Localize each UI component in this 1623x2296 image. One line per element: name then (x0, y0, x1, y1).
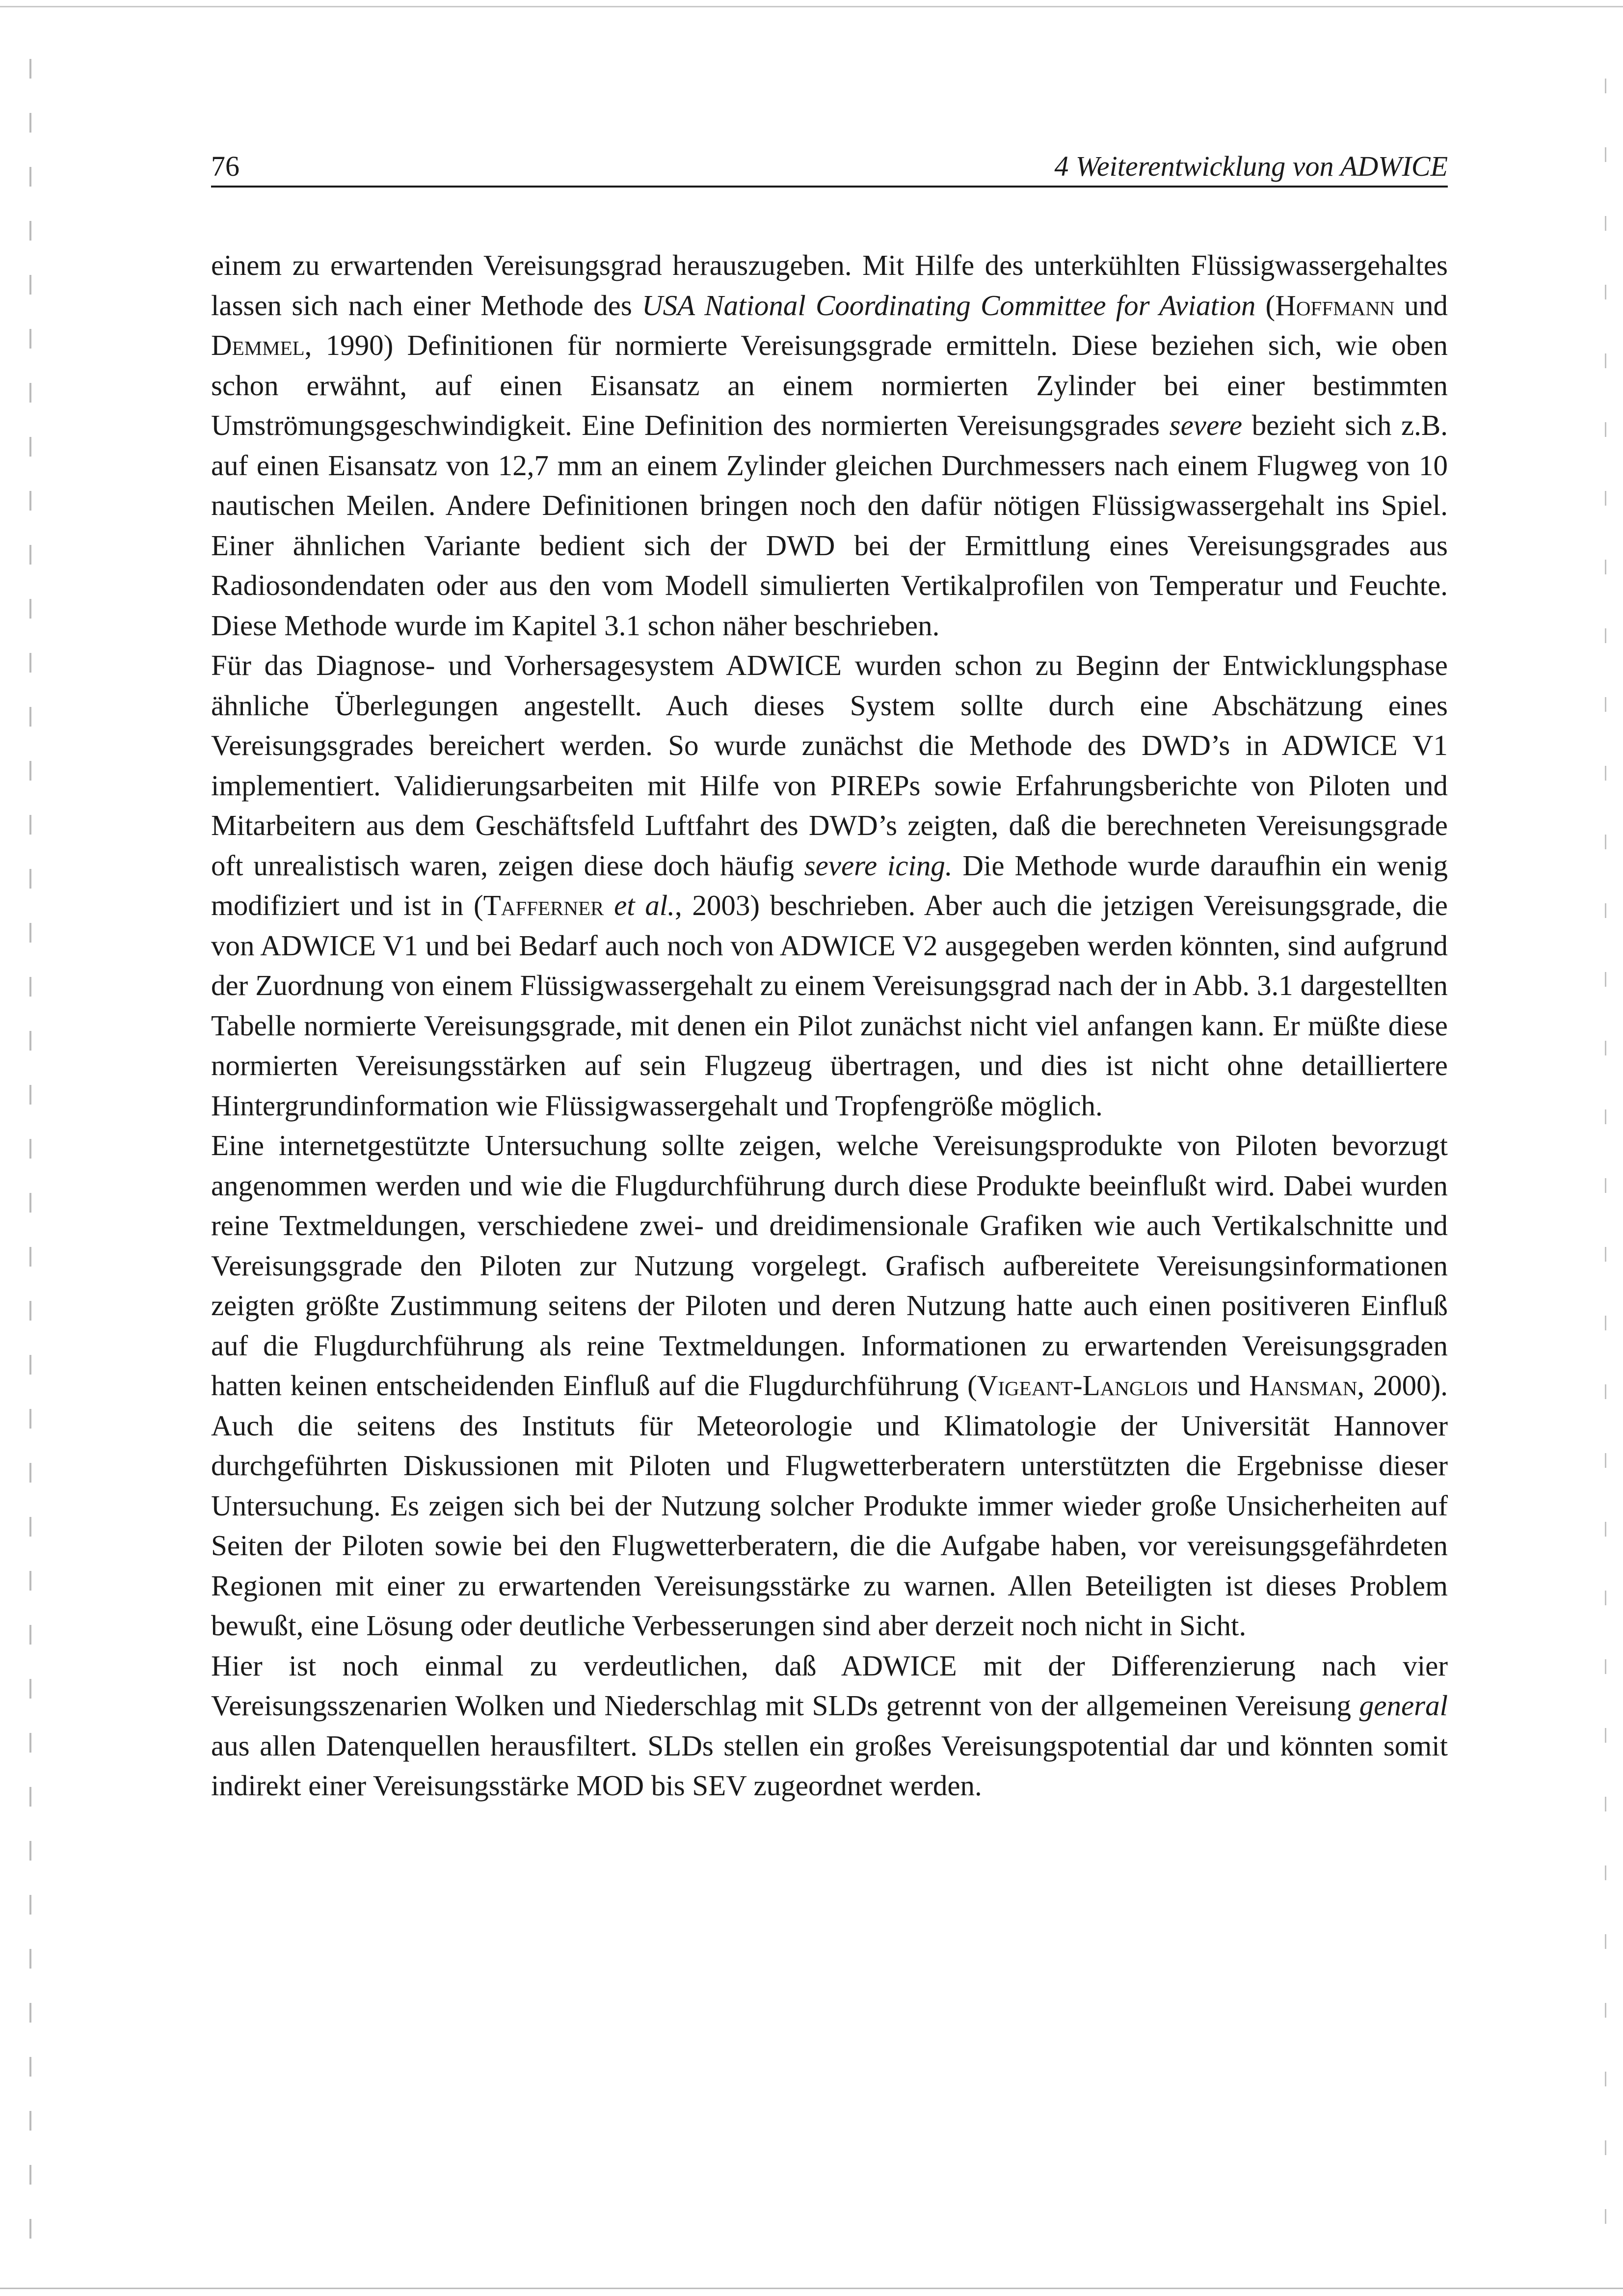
author-name: Tafferner (483, 889, 604, 921)
author-name: Hansman (1249, 1369, 1357, 1402)
text-run: , 2003) beschrieben. Aber auch die jetzigen Vereisungsgrade, die von ADWICE V1 und bei Bedarf auch noch von ADWICE V2 ausgegeben werden könnten, sind aufgrund der Zuordnung von einem Flüssigwassergehalt zu einem Vereisungsgrad nach der in Abb. 3.1 dargestellten Tabelle normierte Vereisungsgrade, mit denen ein Pilot zunächst nicht viel anfangen kann. Er müßte diese normierten Vereisungsstärken auf sein Flugzeug übertragen, und dies ist nicht ohne detailliertere Hintergrundinformation wie Flüssigwassergehalt und Tropfengröße möglich. (211, 889, 1448, 1122)
italic-text: severe icing. (804, 849, 953, 882)
page-header (211, 145, 1448, 188)
text-run: und (1188, 1369, 1250, 1402)
text-run: bezieht sich z.B. auf einen Eisansatz von 12,7 mm an einem Zylinder gleichen Durchmessers nach einem Flugweg von 10 nautischen Meilen. Andere Definitionen bringen noch den dafür nötigen Flüssigwassergehalt ins Spiel. Einer ähnlichen Variante bedient sich der DWD bei der Ermittlung eines Vereisungsgrades aus Radiosondendaten oder aus den vom Modell simulierten Vertikalprofilen von Temperatur und Feuchte. Diese Methode wurde im Kapitel 3.1 schon näher beschrieben. (211, 409, 1448, 642)
text-run: Eine internetgestützte Untersuchung sollte zeigen, welche Vereisungsprodukte von Piloten bevorzugt angenommen werden und wie die Flugdurchführung durch diese Produkte beeinflußt wird. Dabei wurden reine Textmeldungen, verschiedene zwei- und dreidimensionale Grafiken wie auch Vertikalschnitte und Vereisungsgrade den Piloten zur Nutzung vorgelegt. Grafisch aufbereitete Vereisungsinformationen zeigten größte Zustimmung seitens der Piloten und deren Nutzung hatte auch einen positiveren Einfluß auf die Flugdurchführung als reine Textmeldungen. Informationen zu erwartenden Vereisungsgraden hatten keinen entscheidenden Einfluß auf die Flugdurchführung ( (211, 1129, 1448, 1402)
scan-edge-left (29, 59, 31, 2248)
text-run: , 2000). Auch die seitens des Instituts für Meteorologie und Klimatologie der Universität Hannover durchgeführten Diskussionen mit Piloten und Flugwetterberatern unterstützten die Ergebnisse dieser Untersuchung. Es zeigen sich bei der Nutzung solcher Produkte immer wieder große Unsicherheiten auf Seiten der Piloten sowie bei den Flugwetterberatern, die die Aufgabe haben, vor vereisungsgefährdeten Regionen mit einer zu erwartenden Vereisungsstärke zu warnen. Allen Beteiligten ist dieses Problem bewußt, eine Lösung oder deutliche Verbesserungen sind aber derzeit noch nicht in Sicht. (211, 1369, 1448, 1642)
author-name: Hoffmann (1275, 289, 1395, 322)
text-run: Die Methode wurde daraufhin ein wenig modifiziert und ist in ( (211, 849, 1448, 921)
text-run: Für das Diagnose- und Vorhersagesystem ADWICE wurden schon zu Beginn der Entwicklungsphase ähnliche Überlegungen angestellt. Auch dieses System sollte durch eine Abschätzung eines Vereisungsgrades bereichert werden. So wurde zunächst die Methode des DWD’s in ADWICE V1 implementiert. Validierungsarbeiten mit Hilfe von PIREPs sowie Erfahrungsberichte von Piloten und Mitarbeitern aus dem Geschäftsfeld Luftfahrt des DWD’s zeigten, daß die berechneten Vereisungsgrade oft unrealistisch waren, zeigen diese doch häufig (211, 649, 1448, 882)
scan-edge-bottom (0, 2288, 1623, 2289)
scan-edge-right (1605, 79, 1606, 2229)
scan-edge-top (0, 6, 1623, 7)
italic-text: et al. (614, 889, 675, 921)
text-run: , 1990) Definitionen für normierte Vereisungsgrade ermitteln. Diese beziehen sich, wie oben schon erwähnt, auf einen Eisansatz an einem normierten Zylinder bei einer bestimmten Umströmungsgeschwindigkeit. Eine Definition des normierten Vereisungsgrades (211, 329, 1448, 441)
italic-text: USA National Coordinating Committee for Aviation (641, 289, 1256, 322)
author-name: Demmel (211, 329, 305, 361)
text-run: und (1394, 289, 1448, 322)
paragraph (211, 1126, 1448, 1646)
text-run (604, 889, 614, 921)
body-text (211, 245, 1448, 1806)
paragraph (211, 245, 1448, 646)
paragraph (211, 1646, 1448, 1806)
paragraph (211, 646, 1448, 1126)
text-run: Hier ist noch einmal zu verdeutlichen, daß ADWICE mit der Differenzierung nach vier Vereisungsszenarien Wolken und Niederschlag mit SLDs getrennt von der allgemeinen Vereisung (211, 1649, 1448, 1722)
author-name: Vigeant-Langlois (977, 1369, 1189, 1402)
text-run: ( (1255, 289, 1276, 322)
italic-text: severe (1169, 409, 1243, 441)
page-number: 76 (211, 150, 239, 182)
running-head: 4 Weiterentwicklung von ADWICE (1054, 150, 1448, 182)
text-run: einem zu erwartenden Vereisungsgrad herauszugeben. Mit Hilfe des unterkühlten Flüssigwassergehaltes lassen sich nach einer Methode des (211, 249, 1448, 322)
text-run: aus allen Datenquellen herausfiltert. SLDs stellen ein großes Vereisungspotential dar und könnten somit indirekt einer Vereisungsstärke MOD bis SEV zugeordnet werden. (211, 1729, 1448, 1802)
italic-text: general (1359, 1689, 1448, 1722)
